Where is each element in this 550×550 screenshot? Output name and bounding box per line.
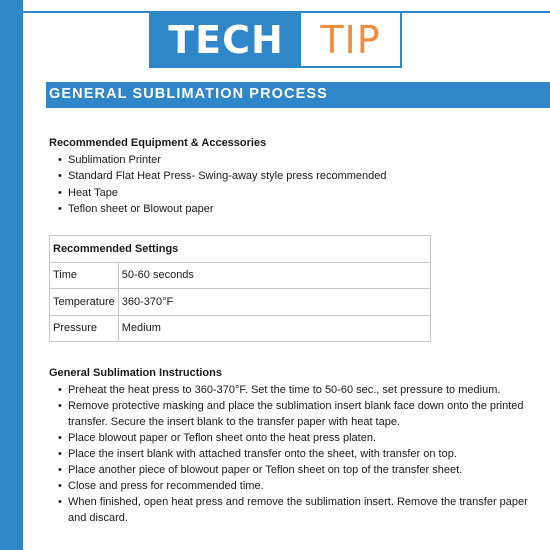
instructions-heading: General Sublimation Instructions xyxy=(49,367,222,380)
equipment-heading: Recommended Equipment & Accessories xyxy=(49,137,267,149)
setting-label: Temperature xyxy=(50,289,119,316)
list-item: • When finished, open heat press and remove the sublimation insert. Remove the transfer paper and discard. xyxy=(49,494,539,526)
list-item: • Remove protective masking and place the sublimation insert blank face down onto the printed transfer. Secure the insert blank to the transfer paper with heat tape. xyxy=(49,398,539,430)
main-content xyxy=(49,136,539,526)
instructions-section xyxy=(49,366,539,526)
table-row xyxy=(50,289,431,316)
list-item: • Preheat the heat press to 360-370°F. Set the time to 50-60 sec., set pressure to medium. xyxy=(49,382,539,398)
setting-label: Pressure xyxy=(50,315,119,342)
table-row xyxy=(50,262,431,289)
setting-value: 50-60 seconds xyxy=(118,262,430,289)
instructions-list xyxy=(49,382,539,526)
list-item: • Place the insert blank with attached transfer onto the sheet, with transfer on top. xyxy=(49,446,539,462)
list-item: • Sublimation Printer xyxy=(49,152,539,168)
left-accent-bar xyxy=(0,0,23,550)
settings-heading: Recommended Settings xyxy=(50,236,431,263)
list-item: • Place blowout paper or Teflon sheet onto the heat press platen. xyxy=(49,430,539,446)
list-item: • Close and press for recommended time. xyxy=(49,478,539,494)
table-row xyxy=(50,315,431,342)
setting-value: 360-370°F xyxy=(118,289,430,316)
setting-value: Medium xyxy=(118,315,430,342)
table-header-row xyxy=(50,236,431,263)
logo-tech-text: TECH xyxy=(151,13,301,66)
list-item: • Standard Flat Heat Press- Swing-away style press recommended xyxy=(49,168,539,184)
logo-tip-text: TIP xyxy=(320,17,381,62)
equipment-list xyxy=(49,152,539,217)
settings-table xyxy=(49,235,431,342)
list-item: • Heat Tape xyxy=(49,185,539,201)
setting-label: Time xyxy=(50,262,119,289)
banner-title: GENERAL SUBLIMATION PROCESS xyxy=(49,86,328,102)
tech-tip-logo xyxy=(149,11,402,68)
equipment-section xyxy=(49,136,539,217)
list-item: • Teflon sheet or Blowout paper xyxy=(49,201,539,217)
section-banner xyxy=(46,82,550,108)
list-item: • Place another piece of blowout paper or Teflon sheet on top of the transfer sheet. xyxy=(49,462,539,478)
